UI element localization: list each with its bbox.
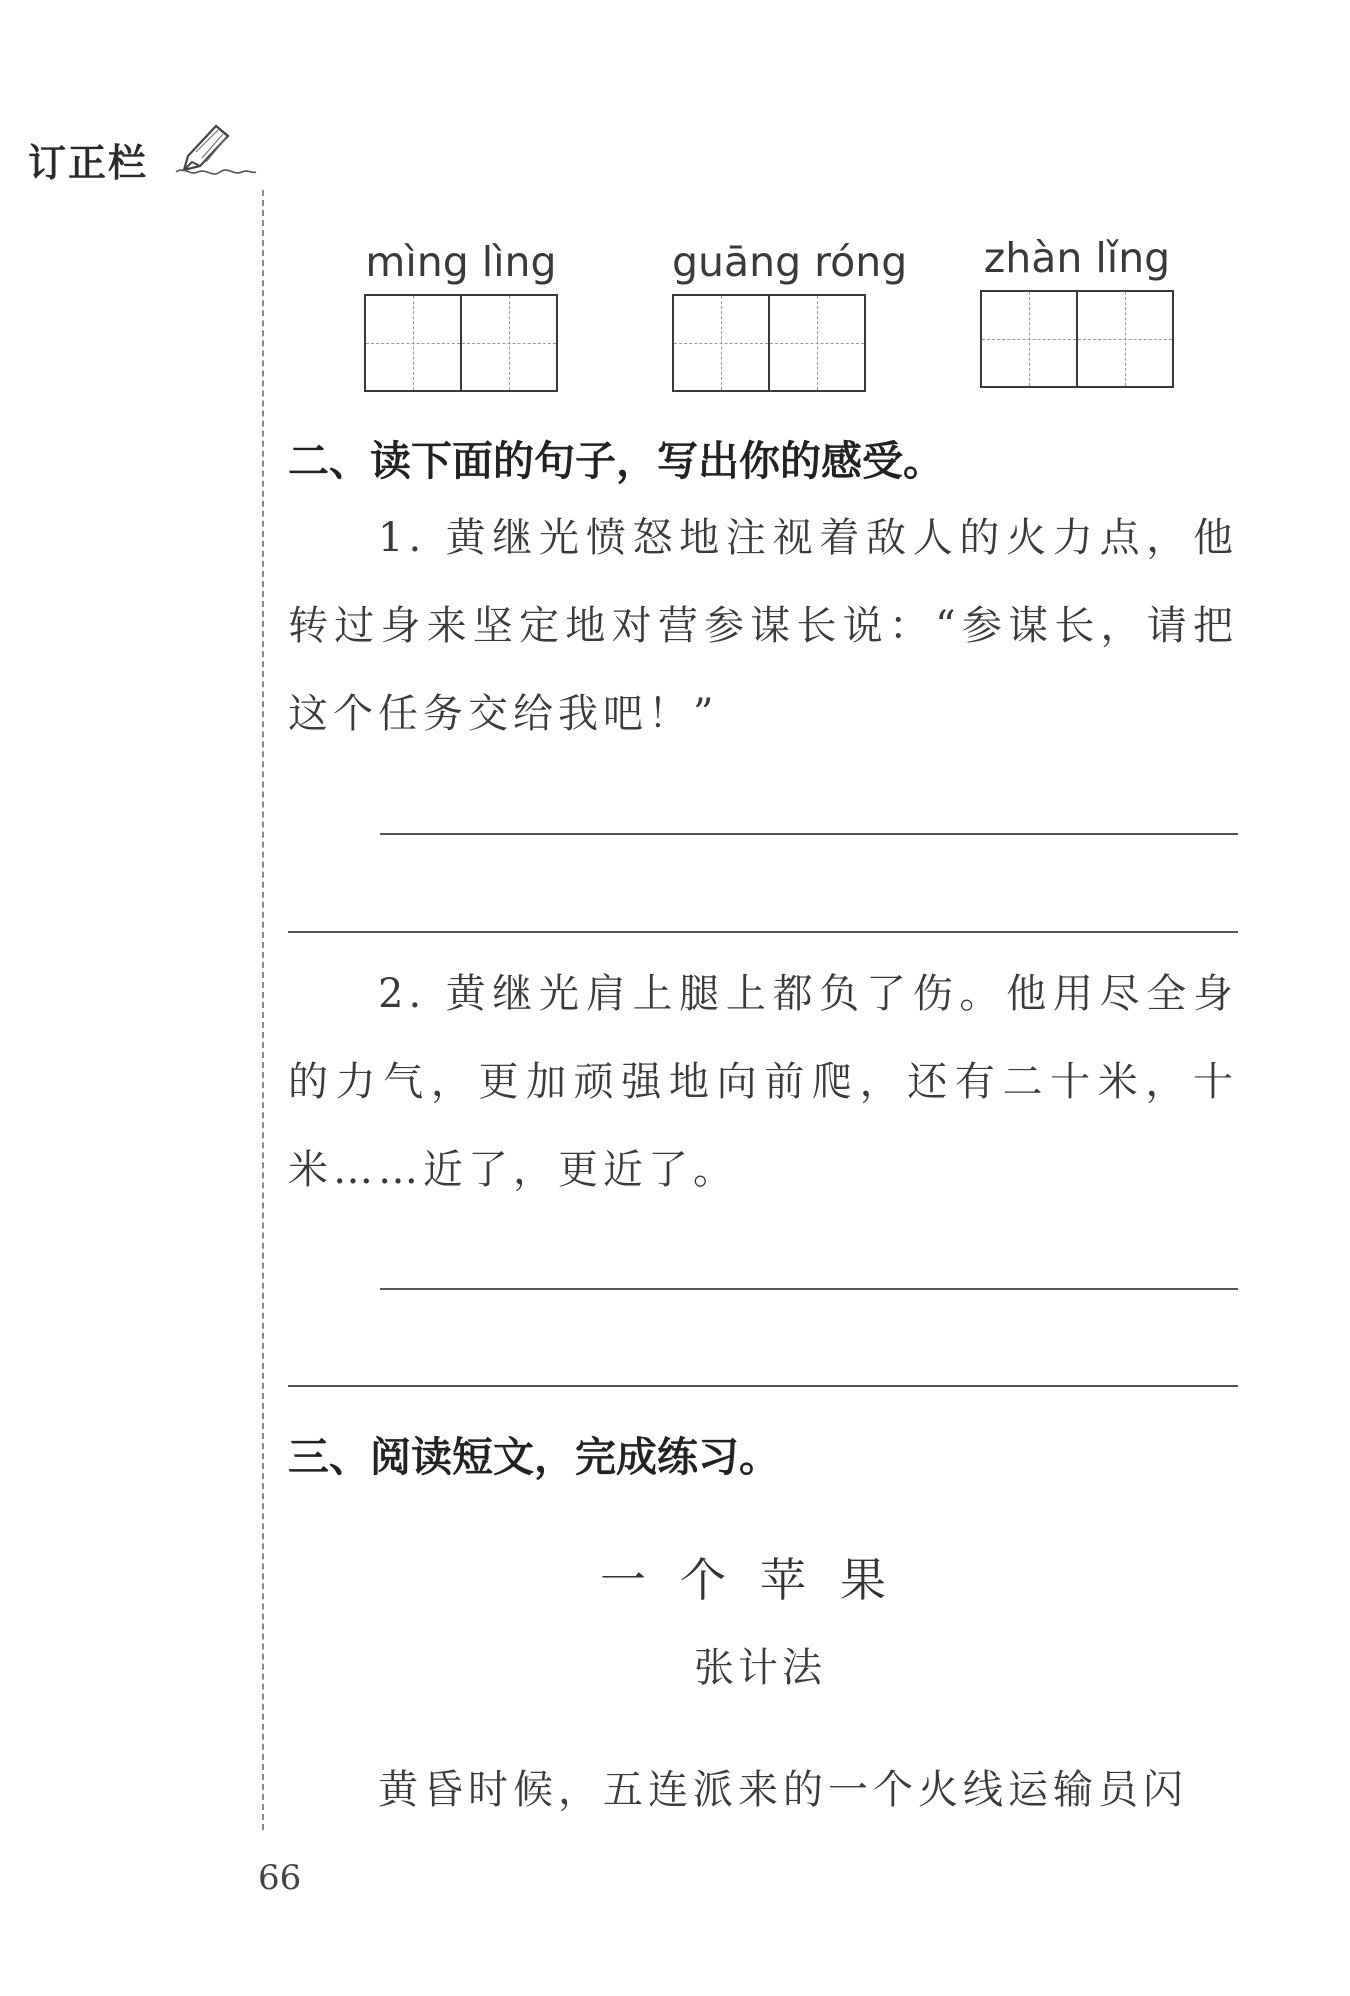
answer-line-q2a[interactable] [380,1288,1238,1290]
grid-cell[interactable] [982,292,1076,386]
grid-cell[interactable] [1076,292,1172,386]
story-author: 张计法 [694,1645,826,1691]
section-3-heading: 三、阅读短文，完成练习。 [288,1433,780,1481]
grid-cell[interactable] [460,296,556,390]
pinyin-text: zhàn lǐng [983,234,1171,282]
correction-column-label: 订正栏 [28,141,149,185]
story-first-line: 黄昏时候，五连派来的一个火线运输员闪 [378,1767,1188,1813]
grid-cell[interactable] [768,296,864,390]
margin-divider [262,190,264,1830]
pinyin-item-3 [980,232,1174,388]
grid-cell[interactable] [366,296,460,390]
grid-cell[interactable] [674,296,768,390]
writing-grid[interactable] [980,290,1174,388]
answer-line-q1a[interactable] [380,833,1238,835]
pencil-icon [168,118,258,178]
answer-line-q1b[interactable] [288,931,1238,933]
writing-grid[interactable] [672,294,866,392]
answer-line-q2b[interactable] [288,1385,1238,1387]
pinyin-text: mìng lìng [365,238,557,286]
question-1-text: 1. 黄继光愤怒地注视着敌人的火力点，他转过身来坚定地对营参谋长说：“参谋长，请把这个任务交给我吧！” [288,515,1238,737]
pinyin-item-2 [672,236,908,392]
writing-grid[interactable] [364,294,558,392]
page-number: 66 [258,1858,302,1898]
pinyin-item-1 [364,236,558,392]
pinyin-text: guāng róng [672,238,908,286]
section-2-heading: 二、读下面的句子，写出你的感受。 [288,437,944,485]
question-2-text: 2. 黄继光肩上腿上都负了伤。他用尽全身的力气，更加顽强地向前爬，还有二十米，十米……近了，更近了。 [288,971,1238,1193]
story-title: 一个苹果 [600,1553,920,1607]
